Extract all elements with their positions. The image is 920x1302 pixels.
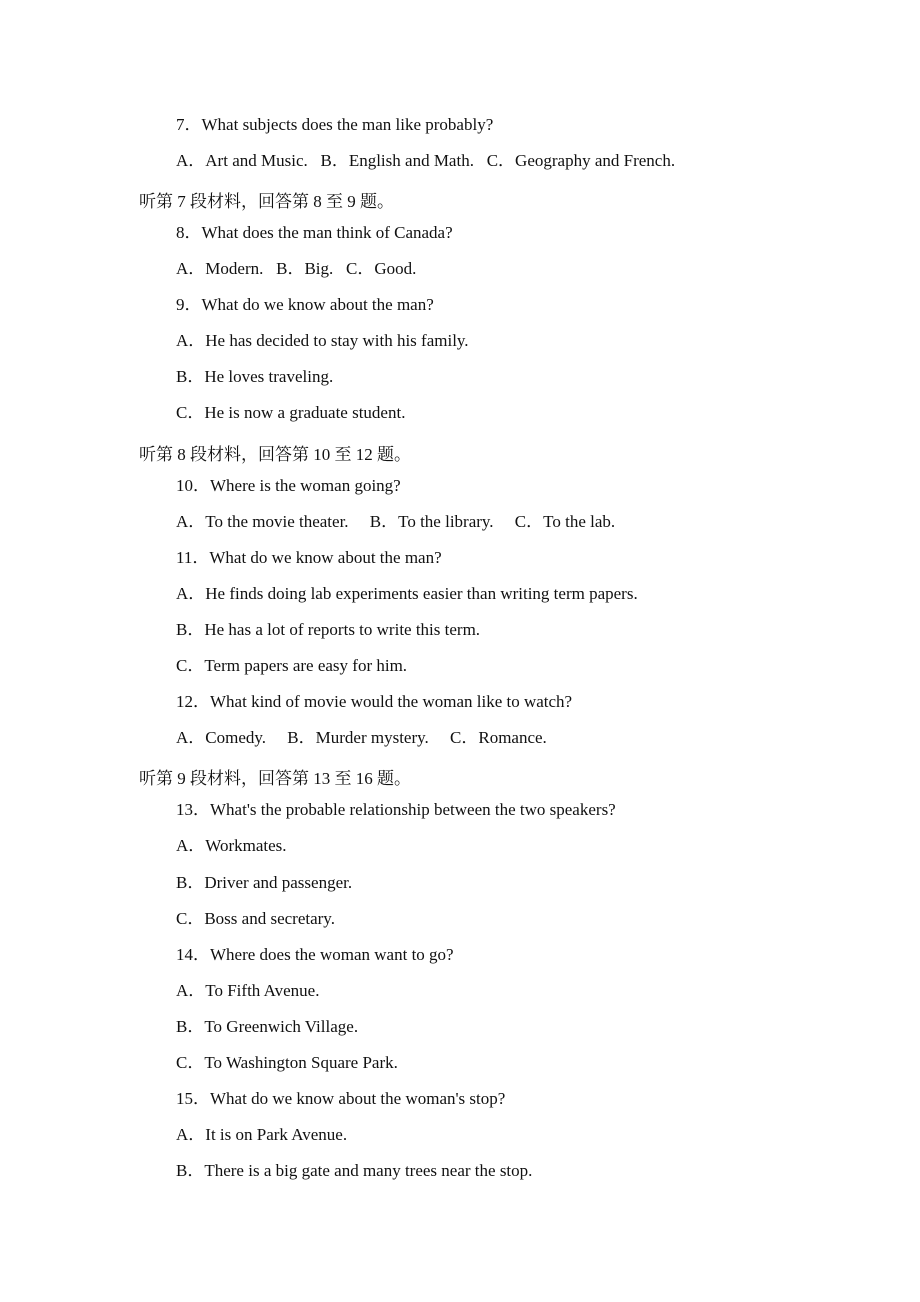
question-9-option-b: B．He loves traveling. — [176, 367, 334, 386]
question-12-options: A．Comedy. B．Murder mystery. C．Romance. — [176, 728, 547, 747]
question-13: 13．What's the probable relationship between the two speakers? — [176, 800, 616, 819]
question-15-option-a: A．It is on Park Avenue. — [176, 1125, 348, 1144]
question-14-option-a: A．To Fifth Avenue. — [176, 981, 320, 1000]
question-11: 11．What do we know about the man? — [176, 548, 442, 567]
question-7: 7．What subjects does the man like probably? — [176, 115, 494, 134]
question-13-option-b: B．Driver and passenger. — [176, 873, 353, 892]
question-14-option-c: C．To Washington Square Park. — [176, 1053, 398, 1072]
question-8-options: A．Modern. B．Big. C．Good. — [176, 259, 417, 278]
question-9: 9．What do we know about the man? — [176, 295, 434, 314]
question-13-option-a: A．Workmates. — [176, 836, 287, 855]
question-10: 10．Where is the woman going? — [176, 476, 401, 495]
question-11-option-b: B．He has a lot of reports to write this term. — [176, 620, 481, 639]
question-15-option-b: B．There is a big gate and many trees near the stop. — [176, 1161, 533, 1180]
question-12: 12．What kind of movie would the woman like to watch? — [176, 692, 573, 711]
section-heading-9: 听第 9 段材料，回答第 13 至 16 题。 — [139, 769, 411, 788]
question-11-option-c: C．Term papers are easy for him. — [176, 656, 408, 675]
question-9-option-c: C．He is now a graduate student. — [176, 403, 406, 422]
question-9-option-a: A．He has decided to stay with his family. — [176, 331, 469, 350]
section-heading-8: 听第 8 段材料，回答第 10 至 12 题。 — [139, 445, 411, 464]
question-14: 14．Where does the woman want to go? — [176, 945, 454, 964]
question-14-option-b: B．To Greenwich Village. — [176, 1017, 359, 1036]
question-10-options: A．To the movie theater. B．To the library. C．To the lab. — [176, 512, 616, 531]
question-11-option-a: A．He finds doing lab experiments easier than writing term papers. — [176, 584, 638, 603]
question-8: 8．What does the man think of Canada? — [176, 223, 453, 242]
section-heading-7: 听第 7 段材料，回答第 8 至 9 题。 — [139, 192, 394, 211]
question-7-options: A．Art and Music. B．English and Math. C．Geography and French. — [176, 151, 676, 170]
question-15: 15．What do we know about the woman's stop? — [176, 1089, 506, 1108]
question-13-option-c: C．Boss and secretary. — [176, 909, 335, 928]
